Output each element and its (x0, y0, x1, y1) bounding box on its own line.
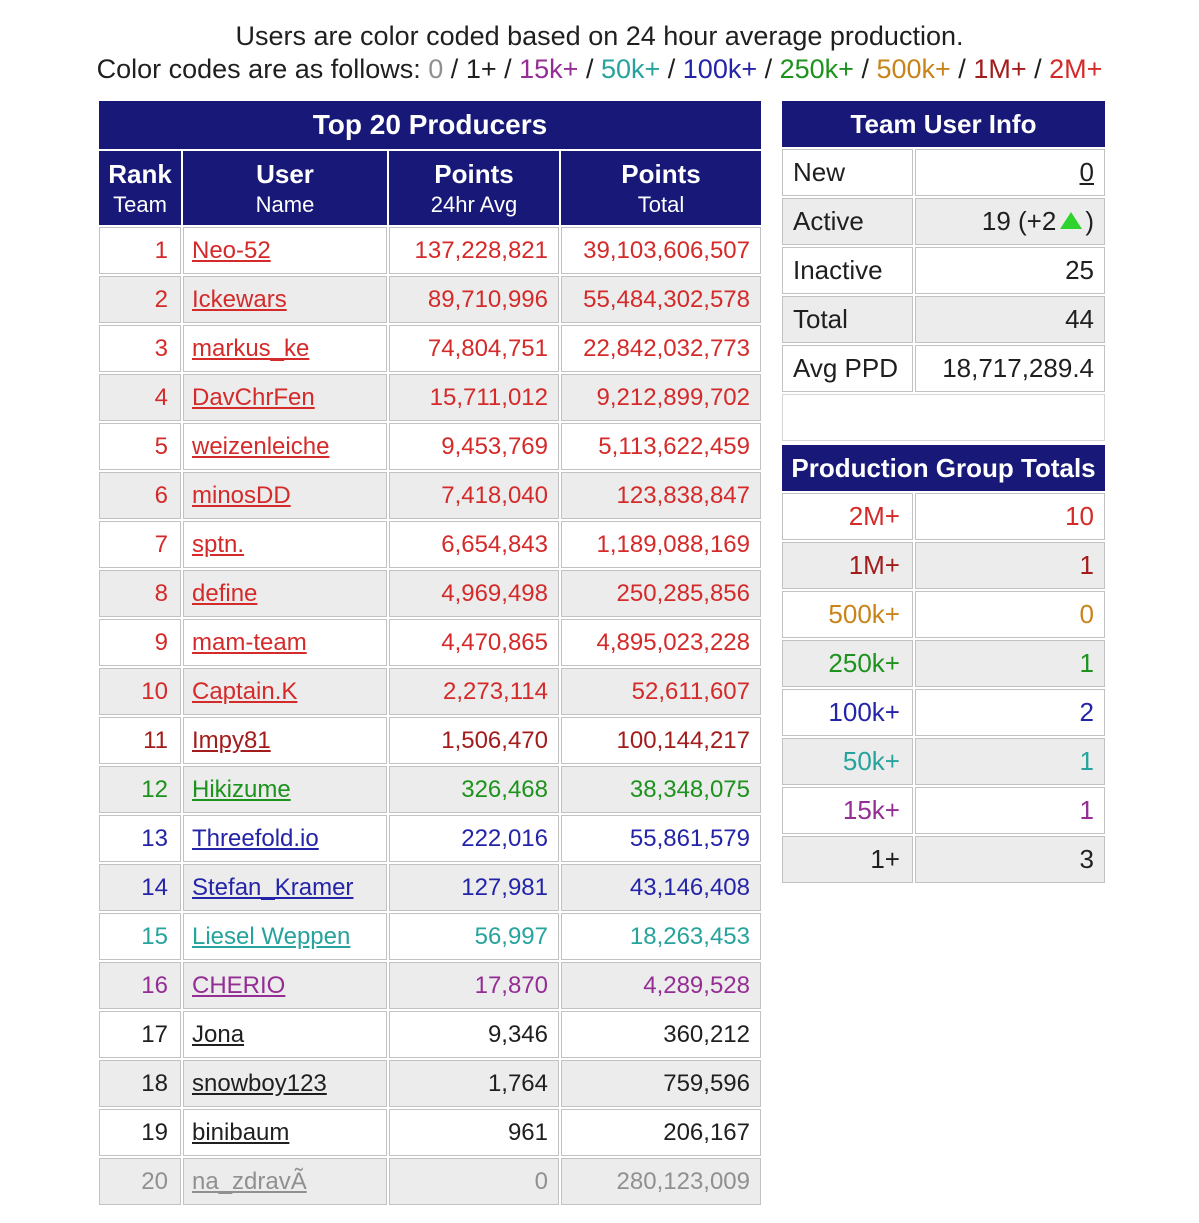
producer-row (99, 227, 761, 274)
producer-points-avg: 1,764 (389, 1060, 559, 1107)
team-info-label: Total (782, 296, 913, 343)
producer-points-total: 759,596 (561, 1060, 761, 1107)
producer-points-avg: 127,981 (389, 864, 559, 911)
producer-points-total: 280,123,009 (561, 1158, 761, 1205)
color-code-1+: 1+ (465, 54, 497, 84)
color-code-1M+: 1M+ (973, 54, 1027, 84)
producer-row (99, 325, 761, 372)
producer-row (99, 570, 761, 617)
producer-user-link[interactable]: Hikizume (192, 775, 291, 803)
column-header-points-avg: Points 24hr Avg (389, 151, 559, 225)
producer-points-avg: 7,418,040 (389, 472, 559, 519)
producer-row (99, 1011, 761, 1058)
color-code-separator: / (1026, 54, 1050, 84)
producer-row (99, 962, 761, 1009)
team-info-label: Active (782, 198, 913, 245)
column-header-rank: Rank Team (99, 151, 181, 225)
new-users-link[interactable]: 0 (1079, 157, 1094, 187)
producer-user-cell (183, 1060, 387, 1107)
production-group-row (782, 738, 1105, 785)
team-info-label: Avg PPD (782, 345, 913, 392)
producer-points-avg: 9,346 (389, 1011, 559, 1058)
production-group-count: 1 (915, 787, 1105, 834)
producer-user-cell (183, 374, 387, 421)
producer-points-total: 39,103,606,507 (561, 227, 761, 274)
producer-points-avg: 89,710,996 (389, 276, 559, 323)
production-group-count: 2 (915, 689, 1105, 736)
production-group-row (782, 591, 1105, 638)
color-code-separator: / (853, 54, 877, 84)
producer-points-total: 52,611,607 (561, 668, 761, 715)
production-group-totals-title: Production Group Totals (782, 445, 1105, 491)
color-code-separator: / (496, 54, 520, 84)
producer-rank: 18 (99, 1060, 181, 1107)
team-info-value: 44 (915, 296, 1105, 343)
producer-rank: 12 (99, 766, 181, 813)
color-codes-prefix: Color codes are as follows: (96, 54, 429, 84)
producer-rank: 20 (99, 1158, 181, 1205)
team-info-row (782, 345, 1105, 392)
producer-user-link[interactable]: mam-team (192, 628, 307, 656)
producer-user-cell (183, 1109, 387, 1156)
producer-row (99, 374, 761, 421)
producer-rank: 9 (99, 619, 181, 666)
color-code-separator: / (578, 54, 601, 84)
producer-rank: 14 (99, 864, 181, 911)
producer-points-total: 4,289,528 (561, 962, 761, 1009)
team-info-row (782, 149, 1105, 196)
producer-row (99, 276, 761, 323)
color-code-separator: / (757, 54, 780, 84)
producer-user-cell (183, 864, 387, 911)
producer-points-total: 43,146,408 (561, 864, 761, 911)
team-info-value: 18,717,289.4 (915, 345, 1105, 392)
producer-points-avg: 222,016 (389, 815, 559, 862)
column-header-points-total: Points Total (561, 151, 761, 225)
production-group-row (782, 787, 1105, 834)
production-group-label: 2M+ (782, 493, 913, 540)
production-group-label: 15k+ (782, 787, 913, 834)
producer-row (99, 815, 761, 862)
spacer-cell (782, 394, 1105, 441)
producer-row (99, 521, 761, 568)
color-code-separator: / (443, 54, 466, 84)
producer-points-avg: 137,228,821 (389, 227, 559, 274)
producer-user-link[interactable]: markus_ke (192, 334, 310, 362)
color-code-separator: / (950, 54, 974, 84)
producer-row (99, 913, 761, 960)
producer-row (99, 766, 761, 813)
production-group-label: 100k+ (782, 689, 913, 736)
producer-user-link[interactable]: sptn. (192, 530, 245, 558)
producer-points-total: 18,263,453 (561, 913, 761, 960)
producer-points-avg: 74,804,751 (389, 325, 559, 372)
producer-points-total: 22,842,032,773 (561, 325, 761, 372)
producer-points-avg: 961 (389, 1109, 559, 1156)
producer-points-total: 206,167 (561, 1109, 761, 1156)
producer-rank: 11 (99, 717, 181, 764)
production-group-count: 1 (915, 640, 1105, 687)
producer-user-link[interactable]: Stefan_Kramer (192, 873, 354, 901)
color-code-list (428, 54, 1102, 84)
production-group-row (782, 542, 1105, 589)
team-info-row (782, 296, 1105, 343)
producer-user-link[interactable]: define (192, 579, 258, 607)
team-info-row (782, 247, 1105, 294)
producer-row (99, 668, 761, 715)
top-producers-table (97, 99, 763, 1207)
production-group-label: 50k+ (782, 738, 913, 785)
producer-user-link[interactable]: Impy81 (192, 726, 271, 754)
producer-user-link[interactable]: Captain.K (192, 677, 298, 705)
producer-row (99, 1060, 761, 1107)
producer-points-avg: 56,997 (389, 913, 559, 960)
team-info-row (782, 198, 1105, 245)
producer-user-cell (183, 668, 387, 715)
main-content (0, 99, 1199, 1207)
color-code-separator: / (660, 54, 683, 84)
producer-user-cell (183, 619, 387, 666)
producer-user-cell (183, 227, 387, 274)
producer-user-cell (183, 913, 387, 960)
producers-title: Top 20 Producers (99, 101, 761, 149)
producer-points-avg: 0 (389, 1158, 559, 1205)
producer-points-avg: 4,969,498 (389, 570, 559, 617)
color-code-2M+: 2M+ (1049, 54, 1103, 84)
color-code-500k+: 500k+ (876, 54, 951, 84)
producer-points-total: 250,285,856 (561, 570, 761, 617)
color-code-50k+: 50k+ (600, 54, 661, 84)
producer-user-link[interactable]: CHERIO (192, 971, 286, 999)
producer-rank: 10 (99, 668, 181, 715)
producer-user-link[interactable]: Neo-52 (192, 236, 271, 264)
production-group-count: 1 (915, 738, 1105, 785)
intro-line1: Users are color coded based on 24 hour average production. (235, 21, 964, 51)
intro (0, 0, 1199, 86)
production-group-count: 0 (915, 591, 1105, 638)
producer-user-link[interactable]: DavChrFen (192, 383, 315, 411)
producer-user-cell (183, 1158, 387, 1205)
producer-user-cell (183, 276, 387, 323)
producer-user-cell (183, 815, 387, 862)
producer-user-cell (183, 325, 387, 372)
producer-user-link[interactable]: Threefold.io (192, 824, 319, 852)
production-group-totals-table (780, 443, 1107, 885)
production-group-count: 3 (915, 836, 1105, 883)
producer-points-total: 100,144,217 (561, 717, 761, 764)
producer-user-link[interactable]: Jona (192, 1020, 245, 1048)
up-triangle-icon (1060, 212, 1082, 229)
producer-points-avg: 326,468 (389, 766, 559, 813)
producer-points-total: 123,838,847 (561, 472, 761, 519)
production-group-label: 500k+ (782, 591, 913, 638)
producer-rank: 8 (99, 570, 181, 617)
producer-points-avg: 9,453,769 (389, 423, 559, 470)
color-code-100k+: 100k+ (682, 54, 758, 84)
producer-points-total: 5,113,622,459 (561, 423, 761, 470)
team-info-value: 19 (+2 ) (915, 198, 1105, 245)
producer-points-total: 9,212,899,702 (561, 374, 761, 421)
producer-user-link[interactable]: weizenleiche (192, 432, 330, 460)
production-group-count: 10 (915, 493, 1105, 540)
producer-points-avg: 4,470,865 (389, 619, 559, 666)
production-group-count: 1 (915, 542, 1105, 589)
production-group-label: 250k+ (782, 640, 913, 687)
producer-row (99, 864, 761, 911)
column-header-user: User Name (183, 151, 387, 225)
producer-points-total: 55,484,302,578 (561, 276, 761, 323)
producer-points-avg: 2,273,114 (389, 668, 559, 715)
producer-rank: 19 (99, 1109, 181, 1156)
producer-rank: 6 (99, 472, 181, 519)
team-info-value: 25 (915, 247, 1105, 294)
producer-rank: 3 (99, 325, 181, 372)
producer-user-cell (183, 423, 387, 470)
producer-row (99, 1158, 761, 1205)
producer-points-total: 4,895,023,228 (561, 619, 761, 666)
producer-points-total: 38,348,075 (561, 766, 761, 813)
producer-points-total: 1,189,088,169 (561, 521, 761, 568)
production-group-label: 1M+ (782, 542, 913, 589)
production-group-row (782, 836, 1105, 883)
producer-rank: 17 (99, 1011, 181, 1058)
spacer-row (782, 394, 1105, 441)
producer-user-cell (183, 766, 387, 813)
team-info-label: Inactive (782, 247, 913, 294)
producer-row (99, 717, 761, 764)
producer-row (99, 619, 761, 666)
intro-line2 (0, 53, 1199, 86)
producer-points-avg: 17,870 (389, 962, 559, 1009)
producer-user-link[interactable]: snowboy123 (192, 1069, 327, 1097)
producer-user-link[interactable]: Ickewars (192, 285, 287, 313)
producer-rank: 5 (99, 423, 181, 470)
color-code-0: 0 (428, 54, 444, 84)
team-info-label: New (782, 149, 913, 196)
producer-user-cell (183, 472, 387, 519)
producer-rank: 13 (99, 815, 181, 862)
producer-rank: 2 (99, 276, 181, 323)
producer-user-link[interactable]: na_zdravÃ (192, 1167, 307, 1195)
producer-user-cell (183, 1011, 387, 1058)
producer-user-link[interactable]: minosDD (192, 481, 291, 509)
team-user-info-table (780, 99, 1107, 443)
team-user-info-title: Team User Info (782, 101, 1105, 147)
producer-rank: 16 (99, 962, 181, 1009)
producer-user-link[interactable]: binibaum (192, 1118, 290, 1146)
producer-user-link[interactable]: Liesel Weppen (192, 922, 351, 950)
production-group-row (782, 493, 1105, 540)
producer-user-cell (183, 717, 387, 764)
color-code-15k+: 15k+ (519, 54, 579, 84)
color-code-250k+: 250k+ (779, 54, 854, 84)
producer-user-cell (183, 962, 387, 1009)
production-group-label: 1+ (782, 836, 913, 883)
producer-row (99, 1109, 761, 1156)
right-column (780, 99, 1105, 885)
producer-row (99, 472, 761, 519)
producer-points-avg: 6,654,843 (389, 521, 559, 568)
producer-user-cell (183, 570, 387, 617)
producer-user-cell (183, 521, 387, 568)
producer-rank: 4 (99, 374, 181, 421)
producer-rank: 7 (99, 521, 181, 568)
production-group-row (782, 689, 1105, 736)
production-group-row (782, 640, 1105, 687)
producer-points-total: 360,212 (561, 1011, 761, 1058)
producer-rank: 1 (99, 227, 181, 274)
producer-rank: 15 (99, 913, 181, 960)
producer-row (99, 423, 761, 470)
team-info-value (915, 149, 1105, 196)
producer-points-total: 55,861,579 (561, 815, 761, 862)
producer-points-avg: 15,711,012 (389, 374, 559, 421)
producer-points-avg: 1,506,470 (389, 717, 559, 764)
